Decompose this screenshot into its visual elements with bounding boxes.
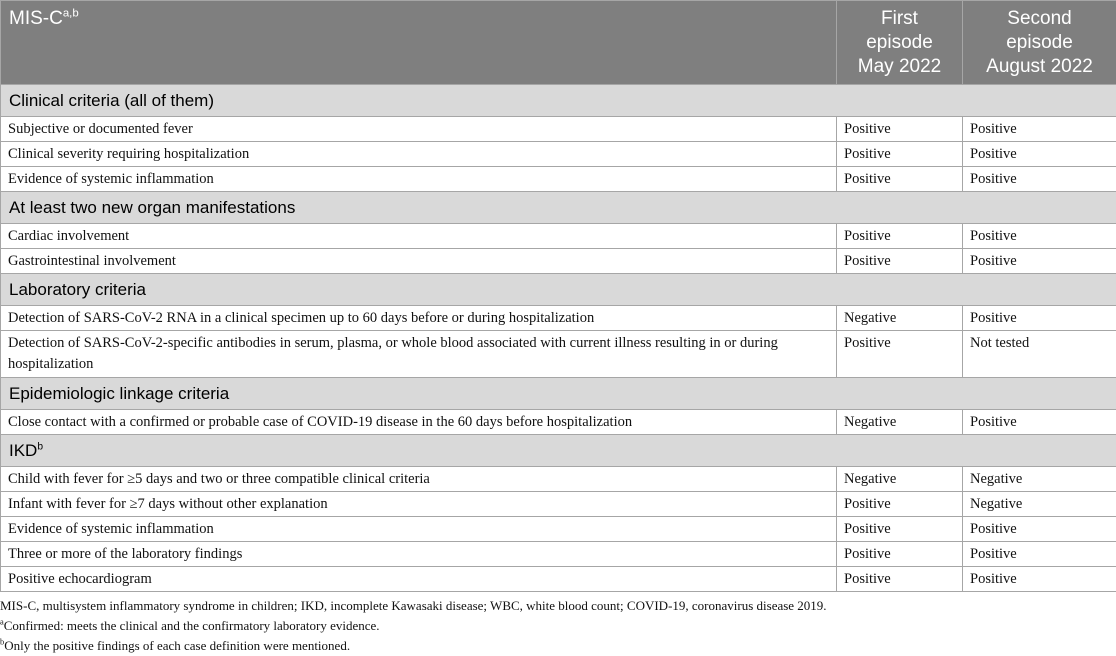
- row-first-value: Positive: [837, 117, 963, 142]
- row-first-value: Positive: [837, 492, 963, 517]
- section-ikd-title: IKD: [9, 441, 37, 460]
- row-label: Evidence of systemic inflammation: [1, 517, 837, 542]
- footnote-b-mark: b: [0, 637, 4, 647]
- header-first-episode: First episode May 2022: [837, 1, 963, 85]
- footnote-a-text: Confirmed: meets the clinical and the confirmatory laboratory evidence.: [4, 618, 380, 633]
- table-row: [1, 117, 1116, 142]
- section-header-ikd: [1, 435, 1116, 467]
- row-first-value: Positive: [837, 167, 963, 192]
- row-first-value: Positive: [837, 542, 963, 567]
- table-row: [1, 492, 1116, 517]
- row-label: Evidence of systemic inflammation: [1, 167, 837, 192]
- header-second-episode: Second episode August 2022: [963, 1, 1116, 85]
- table-row: [1, 306, 1116, 331]
- section-header-clinical: Clinical criteria (all of them): [1, 85, 1116, 117]
- row-second-value: Negative: [963, 467, 1116, 492]
- row-label: Cardiac involvement: [1, 224, 837, 249]
- table-row: [1, 467, 1116, 492]
- row-second-value: Positive: [963, 167, 1116, 192]
- footnote-abbreviations: MIS-C, multisystem inflammatory syndrome in children; IKD, incomplete Kawasaki disease; WBC, white blood count; COVID-19, coronavirus disease 2019.: [0, 596, 827, 616]
- footnote-a: [0, 616, 827, 636]
- row-label: Gastrointestinal involvement: [1, 249, 837, 274]
- row-first-value: Positive: [837, 517, 963, 542]
- header-mis-c: MIS-$C^{a,b}$: [1, 1, 837, 85]
- row-second-value: Not tested: [963, 331, 1116, 378]
- row-label: Child with fever for ≥5 days and two or three compatible clinical criteria: [1, 467, 837, 492]
- row-second-value: Positive: [963, 517, 1116, 542]
- row-first-value: Positive: [837, 142, 963, 167]
- row-first-value: Positive: [837, 249, 963, 274]
- row-label: Close contact with a confirmed or probable case of COVID-19 disease in the 60 days before hospitalization: [1, 410, 837, 435]
- table-row: [1, 517, 1116, 542]
- row-label: Detection of SARS-CoV-2 RNA in a clinical specimen up to 60 days before or during hospitalization: [1, 306, 837, 331]
- row-second-value: Positive: [963, 224, 1116, 249]
- footnote-a-mark: a: [0, 617, 4, 627]
- row-first-value: Negative: [837, 467, 963, 492]
- section-header-organ: At least two new organ manifestations: [1, 192, 1116, 224]
- row-label: Clinical severity requiring hospitalization: [1, 142, 837, 167]
- section-ikd-footnote-mark: b: [37, 441, 43, 452]
- row-label: Positive echocardiogram: [1, 567, 837, 592]
- section-header-epidemiologic: Epidemiologic linkage criteria: [1, 378, 1116, 410]
- header-mis-c-footnote-mark: a,b: [63, 8, 79, 20]
- row-label: Three or more of the laboratory findings: [1, 542, 837, 567]
- table-row: [1, 410, 1116, 435]
- table-footnotes: [0, 596, 827, 656]
- footnote-b: [0, 636, 827, 656]
- footnote-b-text: Only the positive findings of each case definition were mentioned.: [4, 638, 350, 653]
- row-first-value: Negative: [837, 410, 963, 435]
- row-second-value: Positive: [963, 249, 1116, 274]
- row-label: Detection of SARS-CoV-2-specific antibodies in serum, plasma, or whole blood associated with current illness resulting in or during hospitalization: [1, 331, 837, 378]
- row-second-value: Positive: [963, 542, 1116, 567]
- row-second-value: Positive: [963, 306, 1116, 331]
- table-row: [1, 224, 1116, 249]
- row-label: Subjective or documented fever: [1, 117, 837, 142]
- table-row: [1, 249, 1116, 274]
- row-second-value: Positive: [963, 567, 1116, 592]
- table-header-row: [1, 1, 1116, 85]
- row-second-value: Negative: [963, 492, 1116, 517]
- row-label: Infant with fever for ≥7 days without other explanation: [1, 492, 837, 517]
- row-second-value: Positive: [963, 142, 1116, 167]
- table-row: [1, 567, 1116, 592]
- row-second-value: Positive: [963, 410, 1116, 435]
- row-second-value: Positive: [963, 117, 1116, 142]
- row-first-value: Positive: [837, 567, 963, 592]
- table-row: [1, 542, 1116, 567]
- table-row: [1, 142, 1116, 167]
- row-first-value: Positive: [837, 331, 963, 378]
- row-first-value: Positive: [837, 224, 963, 249]
- section-header-laboratory: Laboratory criteria: [1, 274, 1116, 306]
- row-first-value: Negative: [837, 306, 963, 331]
- table-row: [1, 167, 1116, 192]
- table-row: [1, 331, 1116, 378]
